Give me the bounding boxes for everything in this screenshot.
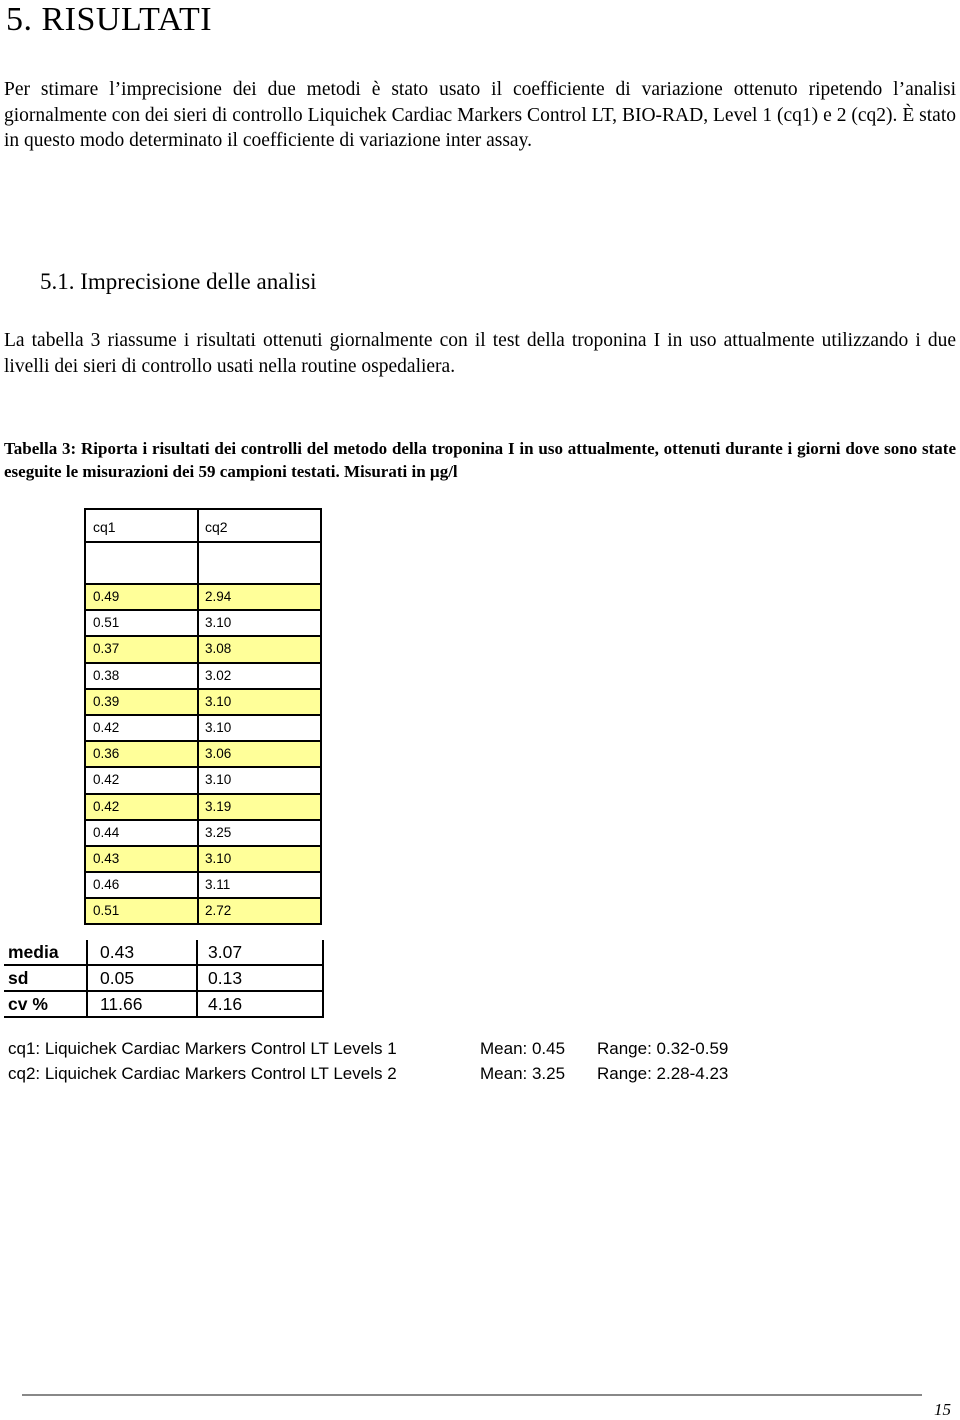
cell-cq1: 0.49 <box>93 589 120 604</box>
cell-cq1: 0.51 <box>93 903 120 919</box>
intro-paragraph: Per stimare l’imprecisione dei due metodi è stato usato il coefficiente di variazione ottenuto ripetendo l’analisi giornalmente con dei sieri di controllo Liquichek Cardiac Markers Control LT, BIO-RAD, Level 1 (cq1) e 2 (cq2). È stato in questo modo determinato il coefficiente di variazione inter assay. <box>4 79 956 151</box>
table-row <box>86 664 320 690</box>
cell-cq1: 0.43 <box>93 850 120 866</box>
table-caption: Tabella 3: Riporta i risultati dei controlli del metodo della troponina I in uso attualmente, ottenuti durante i giorni dove sono state eseguite le misurazioni dei 59 campioni testati. Misurati in µg/l <box>4 439 956 481</box>
cell-cq1: 0.39 <box>93 693 120 709</box>
cell-cq2: 3.10 <box>205 719 232 735</box>
stats-row <box>4 966 322 992</box>
cell-cq2: 3.19 <box>205 798 232 814</box>
stat-cq1: 0.43 <box>100 942 135 962</box>
stat-cq2: 4.16 <box>208 994 243 1014</box>
table-row <box>86 847 320 873</box>
stats-divider <box>86 940 88 1018</box>
stats-divider <box>196 940 198 1018</box>
table-row <box>86 795 320 821</box>
table-row <box>86 742 320 768</box>
table-row <box>86 821 320 847</box>
cell-cq1: 0.37 <box>93 641 120 657</box>
stat-label: cv % <box>8 994 48 1014</box>
cell-cq1: 0.42 <box>93 719 120 735</box>
table-body <box>86 585 320 925</box>
table-blank-row <box>86 543 320 585</box>
stats-divider <box>322 940 324 1018</box>
table-row <box>86 637 320 663</box>
stat-label: sd <box>8 968 29 988</box>
cell-cq2: 3.10 <box>205 693 232 709</box>
cell-cq2: 2.94 <box>205 589 232 604</box>
note-cq1-range: Range: 0.32-0.59 <box>597 1039 729 1058</box>
cell-cq2: 3.11 <box>205 877 231 893</box>
stat-label: media <box>8 942 59 962</box>
cell-cq1: 0.36 <box>93 746 120 762</box>
stat-cq1: 0.05 <box>100 968 135 988</box>
stats-row <box>4 992 322 1018</box>
statistics-table <box>4 940 322 1018</box>
note-cq1-mean: Mean: 0.45 <box>480 1039 566 1058</box>
cell-cq2: 3.08 <box>205 641 232 657</box>
cell-cq2: 3.10 <box>205 615 232 631</box>
cell-cq2: 3.02 <box>205 667 232 683</box>
note-cq2-range: Range: 2.28-4.23 <box>597 1064 729 1083</box>
column-header-cq1: cq1 <box>93 519 116 535</box>
note-cq2-mean: Mean: 3.25 <box>480 1064 566 1083</box>
control-values-table <box>84 508 322 925</box>
cell-cq1: 0.51 <box>93 615 120 631</box>
column-header-cq2: cq2 <box>205 519 228 535</box>
cell-cq1: 0.46 <box>93 877 120 893</box>
cell-cq1: 0.42 <box>93 772 120 788</box>
table-row <box>86 716 320 742</box>
cell-cq2: 3.10 <box>205 772 232 788</box>
table-row <box>86 899 320 925</box>
subsection-title: 5.1. Imprecisione delle analisi <box>40 269 317 294</box>
cell-cq2: 3.06 <box>205 746 232 762</box>
table-row <box>86 768 320 794</box>
stat-cq2: 0.13 <box>208 968 243 988</box>
cell-cq1: 0.44 <box>93 824 120 840</box>
note-cq2-name: cq2: Liquichek Cardiac Markers Control LT Levels 2 <box>8 1064 397 1083</box>
section-title: 5. RISULTATI <box>6 1 213 38</box>
subsection-paragraph: La tabella 3 riassume i risultati ottenuti giornalmente con il test della troponina I in uso attualmente utilizzando i due livelli dei sieri di controllo usati nella routine ospedaliera. <box>4 330 956 377</box>
page-number: 15 <box>934 1400 951 1419</box>
table-header <box>86 510 320 543</box>
stats-row <box>4 940 322 966</box>
table-row <box>86 585 320 611</box>
stat-cq2: 3.07 <box>208 942 243 962</box>
cell-cq2: 3.10 <box>205 850 232 866</box>
table-row <box>86 611 320 637</box>
stat-cq1: 11.66 <box>100 994 143 1014</box>
cell-cq1: 0.42 <box>93 798 120 814</box>
table-row <box>86 690 320 716</box>
column-divider <box>197 510 199 925</box>
cell-cq1: 0.38 <box>93 667 120 683</box>
cell-cq2: 2.72 <box>205 903 232 919</box>
footer-rule <box>22 1394 922 1396</box>
note-cq1-name: cq1: Liquichek Cardiac Markers Control LT Levels 1 <box>8 1039 397 1058</box>
cell-cq2: 3.25 <box>205 824 232 840</box>
table-row <box>86 873 320 899</box>
